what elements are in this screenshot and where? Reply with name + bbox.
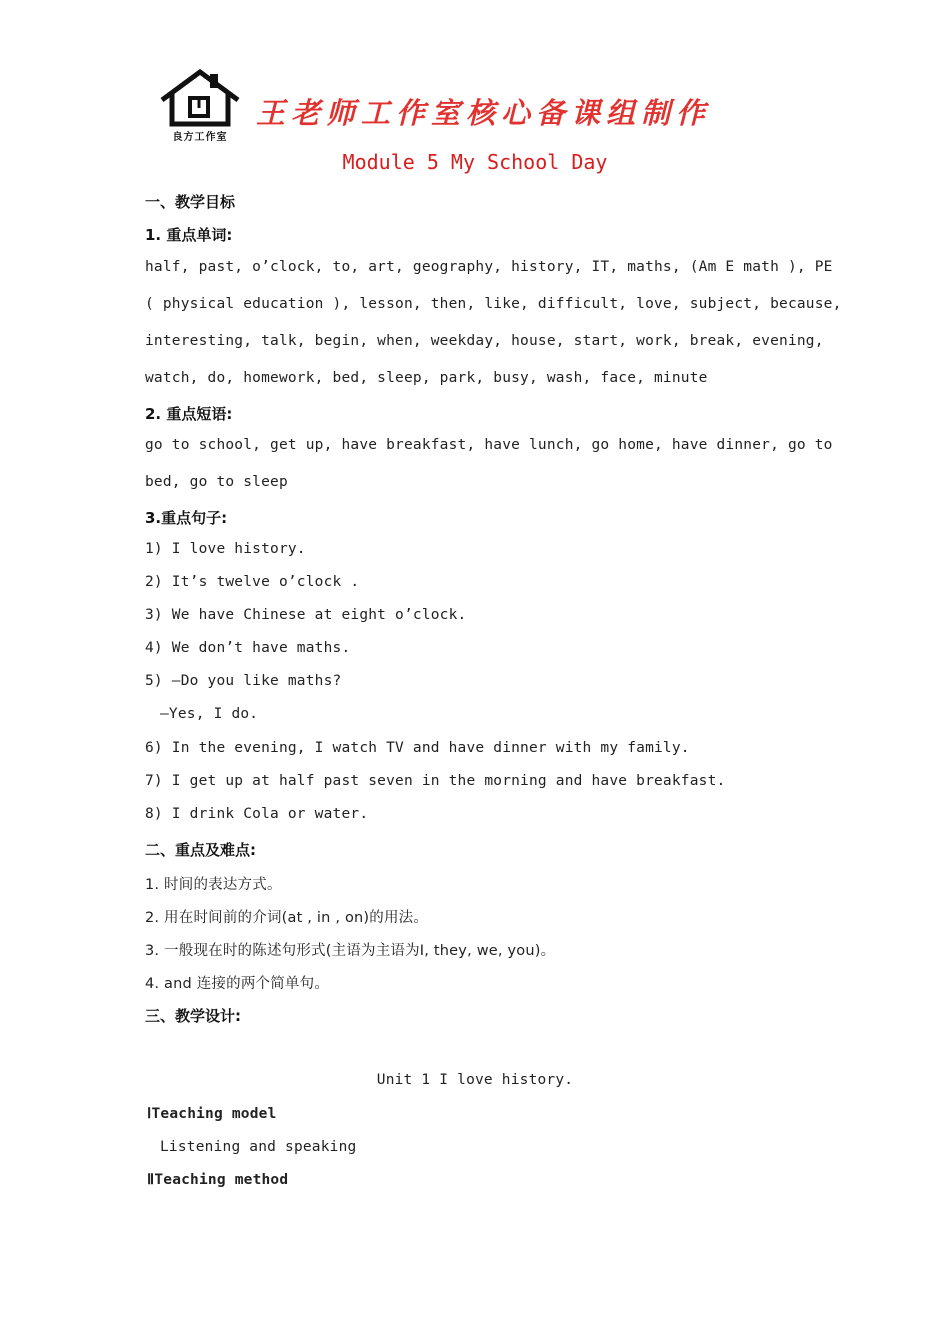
- sentence-item: 8) I drink Cola or water.: [145, 806, 369, 822]
- sentence-item: 6) In the evening, I watch TV and have dinner with my family.: [145, 740, 690, 756]
- difficulty-item: 3. 一般现在时的陈述句形式(主语为主语为I, they, we, you)。: [145, 943, 556, 959]
- house-icon: [158, 68, 242, 130]
- sentence-item: —Yes, I do.: [160, 706, 259, 722]
- sentence-item: 4) We don’t have maths.: [145, 640, 351, 656]
- section-3-heading: 三、教学设计:: [145, 1007, 241, 1025]
- teaching-method-heading: ⅡTeaching method: [147, 1172, 289, 1188]
- page-title: Module 5 My School Day: [342, 150, 608, 174]
- sentence-item: 2) It’s twelve o’clock .: [145, 574, 360, 590]
- studio-banner: 王老师工作室核心备课组制作: [256, 96, 712, 130]
- words-heading: 1. 重点单词:: [145, 226, 233, 244]
- sentence-item: 7) I get up at half past seven in the morning and have breakfast.: [145, 773, 726, 789]
- teaching-model-heading: ⅠTeaching model: [147, 1106, 277, 1122]
- section-2-heading: 二、重点及难点:: [145, 841, 256, 859]
- sentence-item: 5) —Do you like maths?: [145, 673, 342, 689]
- teaching-model-text: Listening and speaking: [160, 1139, 357, 1155]
- phrases-line: bed, go to sleep: [145, 474, 288, 490]
- house-logo: [158, 68, 242, 144]
- logo-caption: 良方工作室: [172, 132, 228, 143]
- sentences-heading: 3.重点句子:: [145, 509, 228, 527]
- sentence-item: 3) We have Chinese at eight o’clock.: [145, 607, 467, 623]
- difficulty-item: 4. and 连接的两个简单句。: [145, 976, 330, 992]
- words-line: watch, do, homework, bed, sleep, park, busy, wash, face, minute: [145, 370, 708, 386]
- unit-title: Unit 1 I love history.: [376, 1072, 574, 1088]
- words-line: interesting, talk, begin, when, weekday, house, start, work, break, evening,: [145, 333, 824, 349]
- words-line: half, past, o’clock, to, art, geography, history, IT, maths, (Am E math ), PE: [145, 259, 833, 275]
- phrases-line: go to school, get up, have breakfast, have lunch, go home, have dinner, go to: [145, 437, 833, 453]
- words-line: ( physical education ), lesson, then, like, difficult, love, subject, because,: [145, 296, 842, 312]
- section-1-heading: 一、教学目标: [145, 193, 236, 211]
- sentence-item: 1) I love history.: [145, 541, 306, 557]
- difficulty-item: 2. 用在时间前的介词(at , in , on)的用法。: [145, 910, 429, 926]
- difficulty-item: 1. 时间的表达方式。: [145, 877, 282, 893]
- phrases-heading: 2. 重点短语:: [145, 405, 233, 423]
